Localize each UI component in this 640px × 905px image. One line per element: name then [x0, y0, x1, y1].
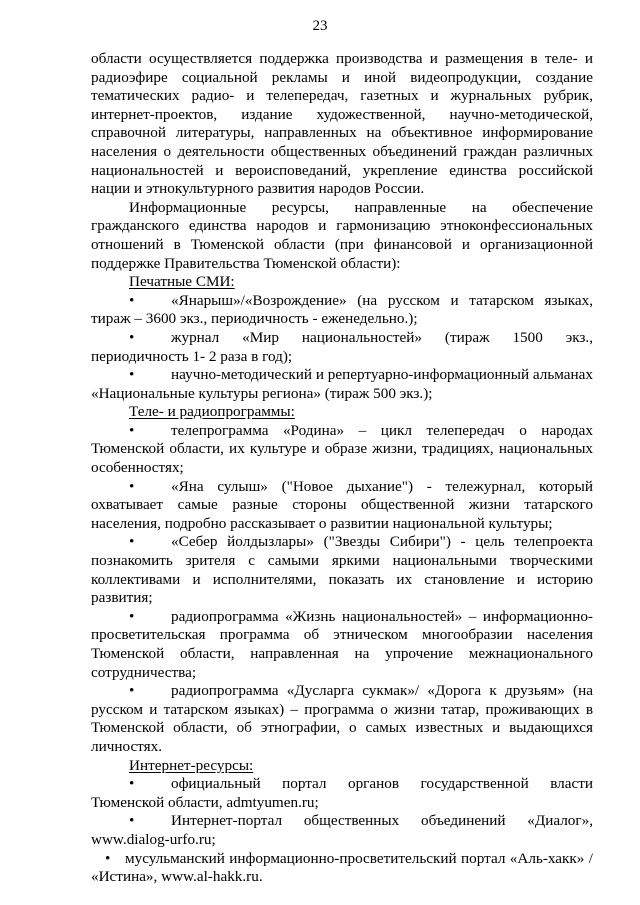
bullet-icon: • [129, 533, 135, 551]
list-item [91, 682, 593, 756]
bullet-icon: • [105, 849, 111, 867]
section-heading-internet: Интернет-ресурсы: [129, 756, 254, 774]
list-item-text: мусульманский информационно-просветительский портал «Аль-хакк» / «Истина», www.al-hakk.ru. [91, 849, 593, 886]
list-item [91, 775, 593, 812]
document-body [91, 50, 593, 887]
list-item-text: официальный портал органов государственной власти Тюменской области, admtyumen.ru; [91, 775, 593, 811]
list-item [91, 292, 593, 329]
list-item-text: «Себер йолдызлары» ("Звезды Сибири") - цель телепроекта познакомить зрителя с самыми яркими национальными творческими коллективами и исполнителями, показать их становление и историю развития; [91, 533, 593, 607]
list-item-text: «Яна сулыш» ("Новое дыхание") - тележурнал, который охватывает самые разные стороны общественной жизни татарского населения, подробно рассказывает о развитии национальной культуры; [91, 477, 593, 532]
list-item [91, 812, 593, 849]
bullet-icon: • [129, 477, 135, 495]
list-item [91, 533, 593, 607]
section-heading-tv-radio: Теле- и радиопрограммы: [129, 403, 295, 421]
bullet-icon: • [129, 607, 135, 625]
section-heading-print-media: Печатные СМИ: [129, 273, 235, 291]
list-item-text: телепрограмма «Родина» – цикл телепередач о народах Тюменской области, их культуре и образе жизни, традициях, национальных особенностях; [91, 421, 593, 477]
list-item [91, 366, 593, 403]
list-item-text: «Янарыш»/«Возрождение» (на русском и татарском языках, тираж – 3600 экз., периодичность - еженедельно.); [91, 291, 593, 328]
bullet-icon: • [129, 812, 135, 830]
list-item-text: научно-методический и репертуарно-информационный альманах «Национальные культуры региона» (тираж 500 экз.); [91, 366, 593, 402]
bullet-icon: • [129, 682, 135, 700]
list-item-text: Интернет-портал общественных объединений «Диалог», www.dialog-urfo.ru; [91, 812, 593, 848]
list-item-text: радиопрограмма «Дусларга сукмак»/ «Дорога к друзьям» (на русском и татарском языках) – программа о жизни татар, проживающих в Тюменской области, об этнографии, о самых известных и выдающихся личностях. [91, 682, 593, 755]
bullet-icon: • [129, 328, 135, 346]
bullet-icon: • [129, 775, 135, 793]
list-item [91, 478, 593, 534]
bullet-icon: • [129, 366, 135, 384]
bullet-icon: • [129, 421, 135, 439]
page-number: 23 [312, 18, 328, 34]
list-item [91, 422, 593, 478]
list-item [91, 329, 593, 366]
intro-paragraph: области осуществляется поддержка производства и размещения в теле- и радиоэфире социальной рекламы и иной видеопродукции, создание тематических радио- и телепередач, газетных и журнальных рубрик, интернет-проектов, издание художественной, научно-методической, справочной литературы, направленных на объективное информирование населения о деятельности общественных объединений граждан различных национальностей и вероисповеданий, укрепление единства российской нации и этнокультурного развития народов России. [91, 50, 593, 198]
list-item [91, 850, 593, 887]
list-item-text: журнал «Мир национальностей» (тираж 1500 экз., периодичность 1- 2 раза в год); [91, 328, 593, 365]
list-item [91, 608, 593, 682]
list-item-text: радиопрограмма «Жизнь национальностей» – информационно-просветительская программа об этническом многообразии населения Тюменской области, направленная на упрочение межнационального сотрудничества; [91, 607, 593, 681]
resources-paragraph: Информационные ресурсы, направленные на обеспечение гражданского единства народов и гармонизацию этноконфессиональных отношений в Тюменской области (при финансовой и организационной поддержке Правительства Тюменской области): [91, 198, 593, 272]
bullet-icon: • [129, 291, 135, 309]
